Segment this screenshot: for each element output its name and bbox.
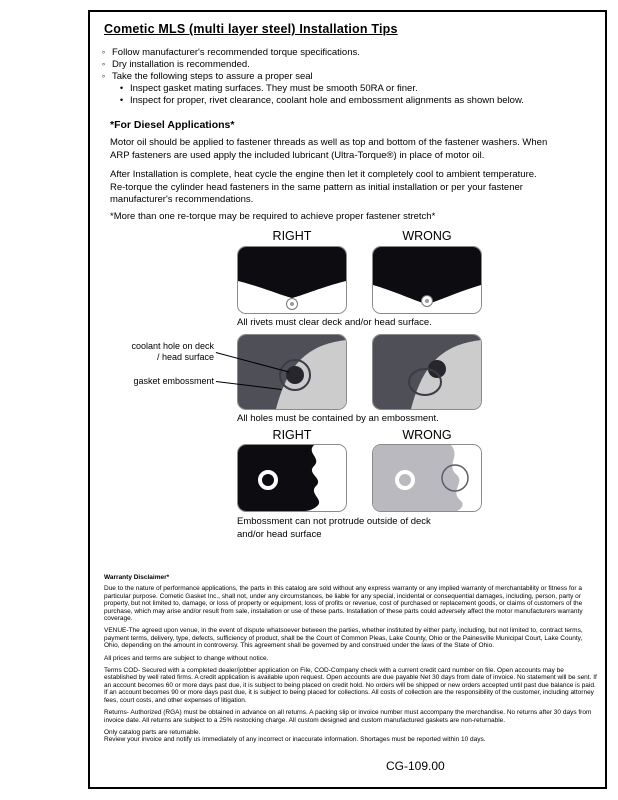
tip-text: Inspect gasket mating surfaces. They must be smooth 50RA or finer.	[130, 83, 418, 94]
diesel-paragraph: Motor oil should be applied to fastener threads as well as top and bottom of the fastener washers. When ARP fasteners are used apply the included lubricant (Ultra-Torque®) in place of motor oil.	[110, 137, 548, 161]
filled-bullet-icon: •	[119, 95, 124, 106]
tip-text: Take the following steps to assure a proper seal	[112, 71, 313, 82]
diesel-paragraph: After Installation is complete, heat cycle the engine then let it completely cool to ambient temperature. Re-torque the cylinder head fasteners in the same pattern as initial installation or per your fastener manufacturer's recommendations.	[110, 169, 537, 205]
diagram-rivet-right	[237, 246, 347, 314]
gasket-embossment-label: gasket embossment	[133, 376, 214, 386]
diagram-embossment-wrong	[372, 444, 482, 512]
diagram-hole-wrong	[372, 334, 482, 410]
disclaimer-heading: Warranty Disclaimer*	[104, 574, 170, 581]
diagram-hole-right	[237, 334, 347, 410]
right-label: RIGHT	[272, 428, 312, 442]
hole-caption: All holes must be contained by an embossment.	[237, 413, 439, 424]
retorque-note: *More than one re-torque may be required to achieve proper fastener stretch*	[110, 211, 436, 222]
disclaimer-paragraph: All prices and terms are subject to change without notice.	[104, 654, 269, 662]
diagram-embossment-right-graphic	[238, 445, 346, 511]
diesel-heading: *For Diesel Applications*	[110, 119, 235, 131]
diagram-embossment-wrong-graphic	[373, 445, 481, 511]
warranty-disclaimer	[104, 574, 598, 749]
list-item	[118, 83, 592, 95]
diagram-rivet-right-graphic	[238, 247, 346, 313]
tip-text: Follow manufacturer's recommended torque specifications.	[112, 47, 360, 58]
diagram-rivet-wrong	[372, 246, 482, 314]
disclaimer-paragraph: Due to the nature of performance applications, the parts in this catalog are sold without any express warranty or any implied warranty of merchantability or fitness for a particular purpose. Cometic Gasket Inc., shall not, under any circumstances, be liable for any special, incidental or consequential damages, including, person, party or property, but not limited to, damage, or loss of property or equipment, loss of profits or revenue, cost of purchased or replacement goods, or claims of customers of the purchase, which may arise and/or result from sale, installation or use of these parts. Installation of these parts could adversely affect the motor manufacturers warranty coverage.	[104, 585, 583, 623]
list-item	[100, 59, 592, 71]
disclaimer-paragraph: Returns- Authorized (RGA) must be obtained in advance on all returns. A packing slip or invoice number must accompany the merchandise. No returns after 30 days from invoice date. All returns are subject to a 25% restocking charge. All custom designed and custom manufactured gaskets are non-returnable.	[104, 709, 592, 724]
rivet-caption: All rivets must clear deck and/or head surface.	[237, 317, 432, 328]
page-title: Cometic MLS (multi layer steel) Installation Tips	[104, 22, 398, 36]
tips-list	[100, 47, 592, 107]
disclaimer-paragraph: VENUE-The agreed upon venue, in the event of dispute whatsoever between the parties, whether instituted by either party, including, but not limited to, contract terms, payment terms, delivery, type, defects, sufficiency of product, shall be the Court of Common Pleas, Lake County, Ohio or the Painesville Municipal Court, Lake County, Ohio, depending on the amount in controversy. This agreement shall be governed by and construed under the laws of the State of Ohio.	[104, 627, 583, 650]
diagram-hole-right-graphic	[238, 335, 346, 409]
diagram-rivet-wrong-graphic	[373, 247, 481, 313]
coolant-hole-label: coolant hole on deck / head surface	[131, 341, 214, 362]
diagram-hole-wrong-graphic	[373, 335, 481, 409]
right-label: RIGHT	[272, 229, 312, 243]
list-item	[100, 47, 592, 59]
wrong-label: WRONG	[402, 229, 452, 243]
tip-text: Dry installation is recommended.	[112, 59, 250, 70]
open-bullet-icon: ◦	[101, 71, 106, 82]
disclaimer-paragraph: Only catalog parts are returnable.	[104, 728, 201, 736]
tip-text: Inspect for proper, rivet clearance, coolant hole and embossment alignments as shown below.	[130, 95, 524, 106]
open-bullet-icon: ◦	[101, 47, 106, 58]
list-item	[118, 95, 592, 107]
diagram-embossment-right	[237, 444, 347, 512]
embossment-caption: Embossment can not protrude outside of deck and/or head surface	[237, 516, 431, 540]
list-item	[100, 71, 592, 83]
document-number: CG-109.00	[386, 759, 445, 773]
open-bullet-icon: ◦	[101, 59, 106, 70]
disclaimer-paragraph: Terms COD- Secured with a completed dealer/jobber application on File, COD-Company check with a current credit card number on file. Open accounts may be established by well rated firms. A credit application is available upon request. Open accounts are due payable Net 30 days from date of invoice. No statement will be sent. If an account becomes 60 or more days past due, it is subject to being placed on credit hold. No orders will be shipped or new orders accepted until past due balance is paid. If an account becomes 90 or more days past due, it is subject to being placed for collections. All costs of collection are the responsibility of the customer, including attorney fees, court costs, and other expenses of litigation.	[104, 667, 597, 704]
wrong-label: WRONG	[402, 428, 452, 442]
disclaimer-paragraph: Review your invoice and notify us immediately of any incorrect or inaccurate information. Shortages must be reported within 10 days.	[104, 736, 486, 744]
filled-bullet-icon: •	[119, 83, 124, 94]
